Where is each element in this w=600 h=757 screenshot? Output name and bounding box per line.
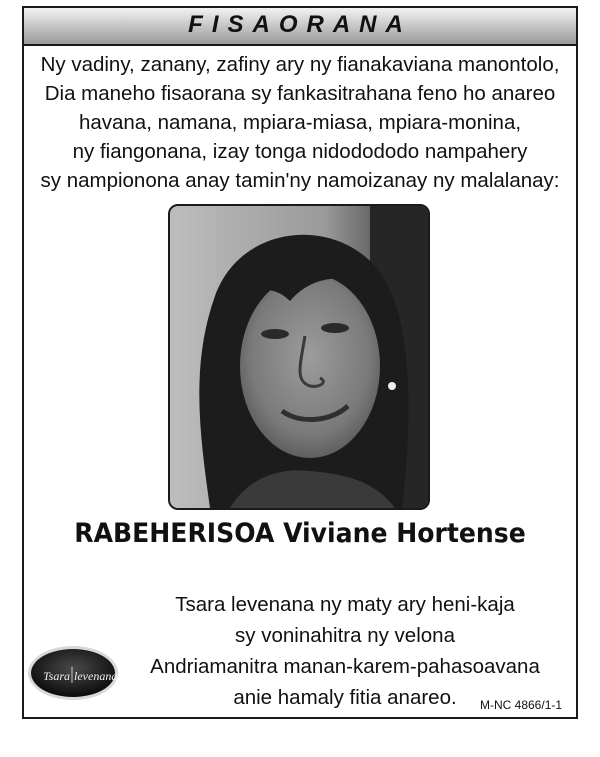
portrait-image [170, 206, 428, 508]
tsara-levenana-logo [27, 645, 119, 701]
intro-line: havana, namana, mpiara-miasa, mpiara-monina, [78, 111, 522, 134]
closing-line: anie hamaly fitia anareo. [233, 686, 457, 709]
logo-text-left: Tsara [43, 669, 70, 683]
header-banner [24, 8, 576, 46]
notice-title: FISAORANA [188, 11, 412, 38]
intro-line: Dia maneho fisaorana sy fankasitrahana feno ho anareo [44, 82, 556, 105]
intro-text [0, 50, 600, 195]
closing-text [140, 589, 550, 713]
closing-line: Tsara levenana ny maty ary heni-kaja [175, 593, 515, 616]
intro-line: sy nampionona anay tamin'ny namoizanay ny malalanay: [40, 169, 560, 192]
intro-line: Ny vadiny, zanany, zafiny ary ny fianakaviana manontolo, [40, 53, 560, 76]
deceased-name: RABEHERISOA Viviane Hortense [74, 518, 526, 549]
closing-line: sy voninahitra ny velona [235, 624, 455, 647]
ad-reference: M-NC 4866/1-1 [480, 698, 563, 712]
intro-line: ny fiangonana, izay tonga nidodododo nampahery [72, 140, 528, 163]
portrait-photo [168, 204, 430, 510]
closing-line: Andriamanitra manan-karem-pahasoavana [150, 655, 540, 678]
logo-text-right: levenana [74, 669, 118, 683]
